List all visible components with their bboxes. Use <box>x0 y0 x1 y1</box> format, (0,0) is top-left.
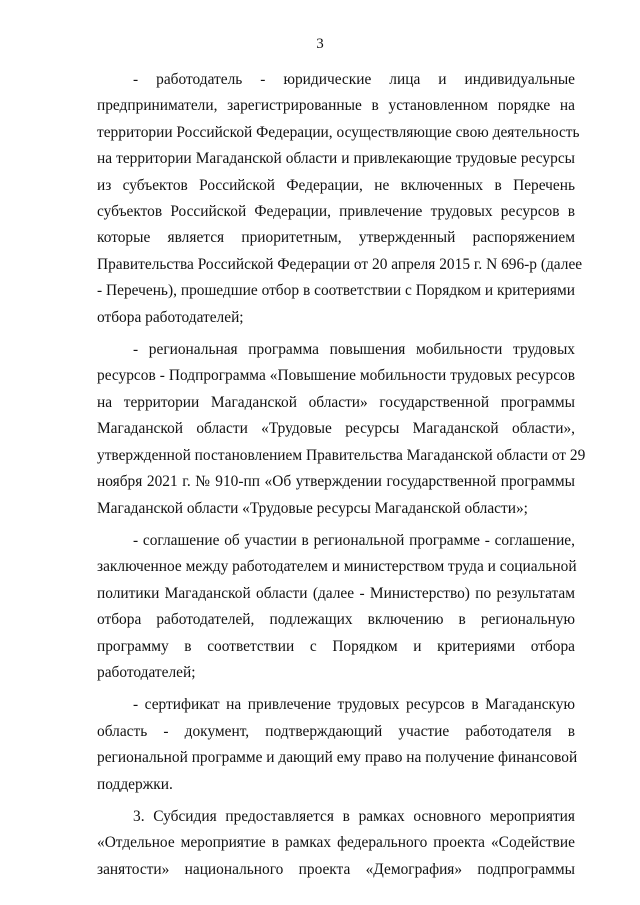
text-line: политики Магаданской области (далее - Министерство) по результатам <box>97 584 575 602</box>
text-line: 3. Субсидия предоставляется в рамках основного мероприятия <box>133 807 575 825</box>
paragraph-definition-employer <box>97 67 583 331</box>
text-line: на территории Магаданской области» государственной программы <box>97 393 575 411</box>
paragraph-definition-participation-agreement <box>97 528 575 686</box>
text-line: субъектов Российской Федерации, привлечение трудовых ресурсов в <box>97 203 575 221</box>
paragraph-definition-regional-program <box>97 337 586 522</box>
text-line: Магаданской области «Трудовые ресурсы Магаданской области», <box>97 420 575 438</box>
text-line: - работодатель - юридические лица и индивидуальные <box>133 71 575 88</box>
page-number: 3 <box>316 36 324 52</box>
text-line: работодателей; <box>97 663 196 681</box>
text-line: утвержденной постановлением Правительства Магаданской области от 29 <box>97 446 586 464</box>
text-line: - сертификат на привлечение трудовых ресурсов в Магаданскую <box>133 696 575 714</box>
text-line: Магаданской области «Трудовые ресурсы Магаданской области»; <box>97 499 528 517</box>
text-line: - Перечень), прошедшие отбор в соответствии с Порядком и критериями <box>97 282 575 300</box>
text-line: территории Российской Федерации, осуществляющие свою деятельность <box>97 123 580 141</box>
text-line: отбора работодателей, подлежащих включению в региональную <box>97 611 575 629</box>
paragraph-clause-3-subsidy <box>97 804 575 883</box>
text-line: на территории Магаданской области и привлекающие трудовые ресурсы <box>97 150 575 168</box>
text-line: - соглашение об участии в региональной программе - соглашение, <box>133 531 575 549</box>
text-line: отбора работодателей; <box>97 308 244 326</box>
text-line: ноября 2021 г. № 910-пп «Об утверждении государственной программы <box>97 473 575 491</box>
text-line: область - документ, подтверждающий участие работодателя в <box>97 722 575 740</box>
text-line: из субъектов Российской Федерации, не включенных в Перечень <box>97 176 575 194</box>
text-line: заключенное между работодателем и министерством труда и социальной <box>97 558 577 576</box>
text-line: «Отдельное мероприятие в рамках федерального проекта «Содействие <box>97 834 575 852</box>
text-line: региональной программе и дающий ему право на получение финансовой <box>97 749 578 767</box>
document-body <box>97 67 586 889</box>
text-line: занятости» национального проекта «Демография» подпрограммы <box>97 860 575 878</box>
text-line: предприниматели, зарегистрированные в установленном порядке на <box>97 97 575 115</box>
text-line: поддержки. <box>97 775 173 793</box>
paragraph-definition-certificate <box>97 692 578 798</box>
text-line: программу в соответствии с Порядком и критериями отбора <box>97 637 575 655</box>
text-line: ресурсов - Подпрограмма «Повышение мобильности трудовых ресурсов <box>97 367 575 385</box>
text-line: - региональная программа повышения мобильности трудовых <box>133 341 575 359</box>
text-line: Правительства Российской Федерации от 20 апреля 2015 г. N 696-р (далее <box>97 255 583 273</box>
text-line: которые является приоритетным, утвержденный распоряжением <box>97 229 575 247</box>
